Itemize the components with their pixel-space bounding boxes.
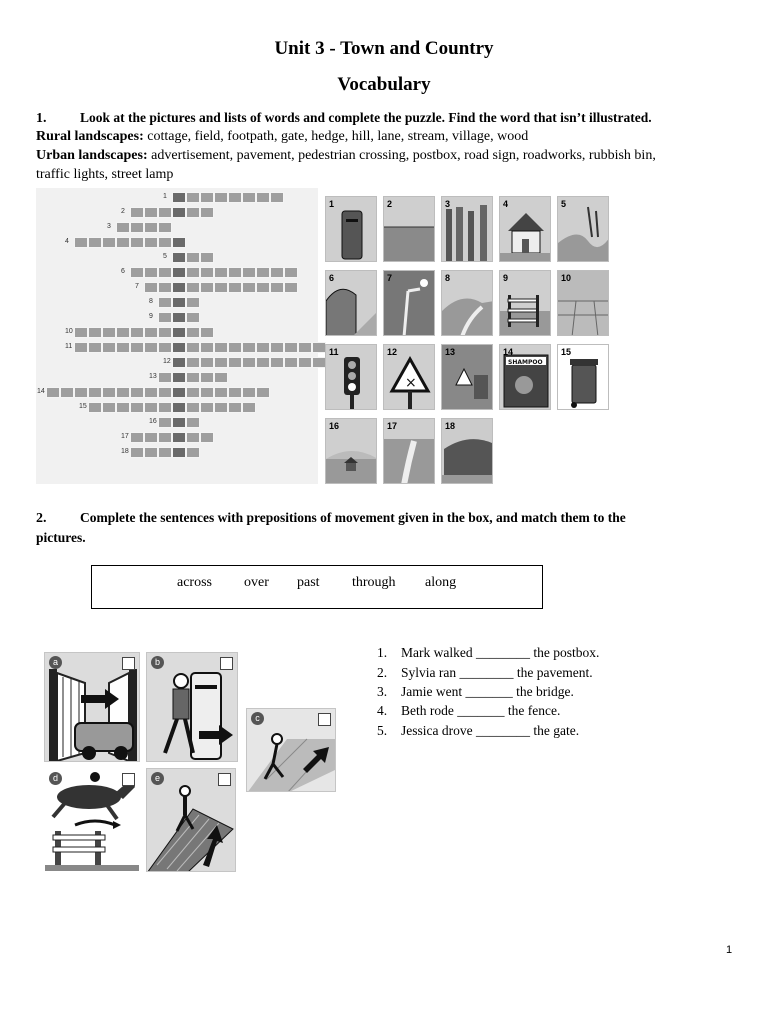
crossword-cell[interactable] <box>158 447 172 458</box>
sentence-number: 3. <box>377 684 388 699</box>
crossword-cell[interactable] <box>130 432 144 443</box>
crossword-cell[interactable] <box>144 387 158 398</box>
crossword-cell[interactable] <box>130 237 144 248</box>
crossword-cell[interactable] <box>186 267 200 278</box>
picture-number: 3 <box>445 199 451 209</box>
picture-letter: d <box>49 772 62 785</box>
crossword-cell[interactable] <box>88 387 102 398</box>
crossword-cell[interactable] <box>242 402 256 413</box>
svg-text:SHAMPOO: SHAMPOO <box>508 359 543 366</box>
crossword-cell[interactable] <box>228 282 242 293</box>
picture-number: 4 <box>503 199 509 209</box>
crossword-clue-number: 11 <box>65 343 73 350</box>
crossword-cell[interactable] <box>228 402 242 413</box>
answer-checkbox[interactable] <box>318 713 331 726</box>
picture-number: 18 <box>445 421 456 431</box>
crossword-cell[interactable] <box>270 267 284 278</box>
crossword-cell[interactable] <box>46 387 60 398</box>
crossword-cell[interactable] <box>214 282 228 293</box>
vocabulary-pictures-grid <box>325 196 611 486</box>
rural-landscapes-line <box>36 129 528 145</box>
sentence-number: 5. <box>377 723 388 738</box>
crossword-key-cell[interactable] <box>172 207 186 218</box>
picture-number: 17 <box>387 421 398 431</box>
crossword-cell[interactable] <box>60 387 74 398</box>
picture-number: 2 <box>387 199 393 209</box>
crossword-key-cell[interactable] <box>172 417 186 428</box>
box-word: past <box>297 575 320 590</box>
illustration-e-going-across-bridge <box>146 768 236 872</box>
vocabulary-picture <box>499 344 551 410</box>
crossword-cell[interactable] <box>242 342 256 353</box>
sentence-item <box>377 684 574 700</box>
crossword-cell[interactable] <box>144 237 158 248</box>
crossword-cell[interactable] <box>130 222 144 233</box>
crossword-cell[interactable] <box>242 357 256 368</box>
crossword-cell[interactable] <box>256 357 270 368</box>
crossword-cell[interactable] <box>200 342 214 353</box>
sentence-item <box>377 703 560 719</box>
crossword-cell[interactable] <box>88 402 102 413</box>
crossword-clue-number: 9 <box>149 313 153 320</box>
crossword-cell[interactable] <box>214 387 228 398</box>
crossword-cell[interactable] <box>214 372 228 383</box>
crossword-cell[interactable] <box>270 282 284 293</box>
crossword-cell[interactable] <box>158 312 172 323</box>
crossword-cell[interactable] <box>130 387 144 398</box>
exercise1-instruction: Look at the pictures and lists of words and complete the puzzle. Find the word that isn’t illustrated. <box>80 110 652 125</box>
vocabulary-picture <box>557 196 609 262</box>
crossword-cell[interactable] <box>228 192 242 203</box>
crossword-cell[interactable] <box>256 342 270 353</box>
vocabulary-picture <box>441 270 493 336</box>
crossword-key-cell[interactable] <box>172 372 186 383</box>
crossword-cell[interactable] <box>200 402 214 413</box>
crossword-cell[interactable] <box>88 237 102 248</box>
crossword-cell[interactable] <box>158 327 172 338</box>
crossword-cell[interactable] <box>186 417 200 428</box>
crossword-cell[interactable] <box>186 297 200 308</box>
crossword-cell[interactable] <box>312 342 326 353</box>
crossword-cell[interactable] <box>312 357 326 368</box>
page-title: Unit 3 - Town and Country <box>274 38 494 59</box>
vocabulary-picture <box>383 344 435 410</box>
box-word: across <box>177 575 212 590</box>
crossword-cell[interactable] <box>158 432 172 443</box>
sentence-item <box>377 665 593 681</box>
vocabulary-picture <box>325 196 377 262</box>
illustration-b-walking-past-postbox <box>146 652 238 762</box>
exercise2-instruction-line2: pictures. <box>36 530 86 545</box>
picture-number: 16 <box>329 421 340 431</box>
crossword-cell[interactable] <box>228 387 242 398</box>
sentence-number: 2. <box>377 665 388 680</box>
crossword-cell[interactable] <box>200 267 214 278</box>
crossword-cell[interactable] <box>186 372 200 383</box>
crossword-cell[interactable] <box>214 267 228 278</box>
crossword-key-cell[interactable] <box>172 432 186 443</box>
crossword-key-cell[interactable] <box>172 312 186 323</box>
crossword-key-cell[interactable] <box>172 282 186 293</box>
crossword-key-cell[interactable] <box>172 327 186 338</box>
picture-letter: c <box>251 712 264 725</box>
vocabulary-picture <box>325 344 377 410</box>
vocabulary-picture <box>383 270 435 336</box>
crossword-cell[interactable] <box>158 282 172 293</box>
picture-letter: b <box>151 656 164 669</box>
crossword-key-cell[interactable] <box>172 192 186 203</box>
crossword-cell[interactable] <box>130 267 144 278</box>
picture-letter: a <box>49 656 62 669</box>
crossword-cell[interactable] <box>284 267 298 278</box>
crossword-cell[interactable] <box>228 357 242 368</box>
answer-checkbox[interactable] <box>218 773 231 786</box>
crossword-cell[interactable] <box>130 342 144 353</box>
crossword-cell[interactable] <box>200 207 214 218</box>
illustration-d-riding-over-fence <box>44 768 140 872</box>
picture-number: 7 <box>387 273 393 283</box>
crossword-cell[interactable] <box>270 342 284 353</box>
exercise2-number: 2. <box>36 511 47 526</box>
crossword-cell[interactable] <box>158 222 172 233</box>
crossword-clue-number: 2 <box>121 208 125 215</box>
crossword-cell[interactable] <box>200 432 214 443</box>
picture-number: 8 <box>445 273 451 283</box>
crossword-cell[interactable] <box>158 342 172 353</box>
crossword-clue-number: 4 <box>65 238 69 245</box>
crossword-cell[interactable] <box>256 387 270 398</box>
box-word: over <box>244 575 269 590</box>
crossword-cell[interactable] <box>116 402 130 413</box>
picture-number: 1 <box>329 199 335 209</box>
crossword-cell[interactable] <box>74 327 88 338</box>
crossword-cell[interactable] <box>186 342 200 353</box>
vocabulary-picture <box>383 196 435 262</box>
urban-words-continued: traffic lights, street lamp <box>36 167 174 182</box>
crossword-cell[interactable] <box>256 192 270 203</box>
exercise2-instruction-line1 <box>36 510 626 527</box>
exercise1-number: 1. <box>36 111 47 126</box>
crossword-key-cell[interactable] <box>172 342 186 353</box>
crossword-cell[interactable] <box>256 282 270 293</box>
sentence-text: Jessica drove ________ the gate. <box>401 723 580 738</box>
crossword-clue-number: 7 <box>135 283 139 290</box>
picture-number: 12 <box>387 347 398 357</box>
picture-number: 10 <box>561 273 572 283</box>
crossword-cell[interactable] <box>88 327 102 338</box>
vocabulary-picture <box>325 270 377 336</box>
crossword-cell[interactable] <box>186 207 200 218</box>
crossword-cell[interactable] <box>242 267 256 278</box>
picture-number: 14 <box>503 347 514 357</box>
crossword-cell[interactable] <box>214 342 228 353</box>
crossword-clue-number: 1 <box>163 193 167 200</box>
crossword-clue-number: 5 <box>163 253 167 260</box>
illustration-a-car-through-gate <box>44 652 140 762</box>
crossword-cell[interactable] <box>88 342 102 353</box>
crossword-cell[interactable] <box>200 357 214 368</box>
crossword-cell[interactable] <box>200 252 214 263</box>
crossword-cell[interactable] <box>284 357 298 368</box>
vocabulary-picture <box>557 270 609 336</box>
crossword-cell[interactable] <box>116 342 130 353</box>
crossword-cell[interactable] <box>200 192 214 203</box>
rural-label: Rural landscapes: <box>36 129 144 144</box>
sentence-text: Beth rode _______ the fence. <box>401 703 561 718</box>
crossword-puzzle <box>36 188 318 484</box>
picture-number: 11 <box>329 347 339 357</box>
crossword-cell[interactable] <box>74 387 88 398</box>
crossword-clue-number: 6 <box>121 268 125 275</box>
crossword-cell[interactable] <box>200 387 214 398</box>
crossword-cell[interactable] <box>102 237 116 248</box>
crossword-cell[interactable] <box>200 372 214 383</box>
crossword-cell[interactable] <box>228 342 242 353</box>
crossword-cell[interactable] <box>214 357 228 368</box>
crossword-cell[interactable] <box>116 237 130 248</box>
crossword-cell[interactable] <box>116 387 130 398</box>
sentence-text: Sylvia ran ________ the pavement. <box>401 665 593 680</box>
crossword-cell[interactable] <box>158 207 172 218</box>
sentence-text: Jamie went _______ the bridge. <box>401 684 574 699</box>
crossword-cell[interactable] <box>186 447 200 458</box>
crossword-cell[interactable] <box>144 447 158 458</box>
crossword-cell[interactable] <box>298 357 312 368</box>
crossword-cell[interactable] <box>158 297 172 308</box>
prepositions-word-box <box>91 565 543 609</box>
crossword-cell[interactable] <box>158 402 172 413</box>
crossword-cell[interactable] <box>130 327 144 338</box>
crossword-cell[interactable] <box>214 192 228 203</box>
crossword-key-cell[interactable] <box>172 402 186 413</box>
crossword-cell[interactable] <box>214 402 228 413</box>
crossword-cell[interactable] <box>242 387 256 398</box>
crossword-cell[interactable] <box>102 387 116 398</box>
crossword-cell[interactable] <box>270 192 284 203</box>
crossword-key-cell[interactable] <box>172 357 186 368</box>
crossword-cell[interactable] <box>130 402 144 413</box>
crossword-cell[interactable] <box>284 342 298 353</box>
crossword-cell[interactable] <box>186 402 200 413</box>
crossword-cell[interactable] <box>102 402 116 413</box>
crossword-cell[interactable] <box>228 267 242 278</box>
crossword-cell[interactable] <box>284 282 298 293</box>
picture-letter: e <box>151 772 164 785</box>
crossword-key-cell[interactable] <box>172 267 186 278</box>
crossword-cell[interactable] <box>242 192 256 203</box>
crossword-cell[interactable] <box>242 282 256 293</box>
vocabulary-picture <box>383 418 435 484</box>
crossword-cell[interactable] <box>158 417 172 428</box>
crossword-clue-number: 13 <box>149 373 157 380</box>
page-number: 1 <box>726 944 733 956</box>
rural-words: cottage, field, footpath, gate, hedge, hill, lane, stream, village, wood <box>143 129 529 144</box>
crossword-cell[interactable] <box>144 327 158 338</box>
picture-number: 13 <box>445 347 456 357</box>
crossword-cell[interactable] <box>186 282 200 293</box>
crossword-cell[interactable] <box>102 327 116 338</box>
crossword-clue-number: 12 <box>163 358 171 365</box>
crossword-cell[interactable] <box>186 387 200 398</box>
urban-landscapes-line <box>36 148 656 164</box>
crossword-cell[interactable] <box>186 312 200 323</box>
crossword-cell[interactable] <box>144 222 158 233</box>
box-word: through <box>352 575 396 590</box>
exercise1-instruction-line <box>36 110 652 127</box>
crossword-clue-number: 16 <box>149 418 157 425</box>
page-subtitle: Vocabulary <box>337 74 431 95</box>
urban-label: Urban landscapes: <box>36 148 148 163</box>
vocabulary-picture <box>325 418 377 484</box>
crossword-cell[interactable] <box>144 432 158 443</box>
crossword-cell[interactable] <box>186 432 200 443</box>
illustration-c-running-along-pavement <box>246 708 336 792</box>
crossword-cell[interactable] <box>298 342 312 353</box>
crossword-clue-number: 10 <box>65 328 73 335</box>
vocabulary-picture <box>441 344 493 410</box>
crossword-cell[interactable] <box>158 267 172 278</box>
crossword-cell[interactable] <box>200 282 214 293</box>
crossword-cell[interactable] <box>74 237 88 248</box>
crossword-key-cell[interactable] <box>172 237 186 248</box>
sentence-number: 1. <box>377 645 388 660</box>
crossword-cell[interactable] <box>74 342 88 353</box>
crossword-key-cell[interactable] <box>172 387 186 398</box>
picture-number: 15 <box>561 347 572 357</box>
crossword-cell[interactable] <box>130 207 144 218</box>
vocabulary-picture <box>499 270 551 336</box>
crossword-cell[interactable] <box>158 372 172 383</box>
crossword-clue-number: 17 <box>121 433 129 440</box>
answer-checkbox[interactable] <box>122 657 135 670</box>
sentence-number: 4. <box>377 703 388 718</box>
crossword-clue-number: 8 <box>149 298 153 305</box>
crossword-cell[interactable] <box>144 282 158 293</box>
box-word: along <box>425 575 457 590</box>
crossword-cell[interactable] <box>144 402 158 413</box>
crossword-key-cell[interactable] <box>172 297 186 308</box>
picture-number: 9 <box>503 273 509 283</box>
vocabulary-picture <box>441 196 493 262</box>
crossword-key-cell[interactable] <box>172 252 186 263</box>
crossword-cell[interactable] <box>186 357 200 368</box>
answer-checkbox[interactable] <box>220 657 233 670</box>
vocabulary-picture <box>557 344 609 410</box>
crossword-clue-number: 15 <box>79 403 87 410</box>
sentence-item <box>377 723 579 739</box>
crossword-cell[interactable] <box>158 387 172 398</box>
crossword-clue-number: 14 <box>37 388 45 395</box>
crossword-clue-number: 3 <box>107 223 111 230</box>
answer-checkbox[interactable] <box>122 773 135 786</box>
exercise2-instruction: Complete the sentences with prepositions of movement given in the box, and match them to the <box>80 510 626 525</box>
crossword-cell[interactable] <box>186 327 200 338</box>
crossword-clue-number: 18 <box>121 448 129 455</box>
vocabulary-picture <box>499 196 551 262</box>
crossword-cell[interactable] <box>116 222 130 233</box>
svg-text:×: × <box>405 375 417 391</box>
crossword-cell[interactable] <box>144 267 158 278</box>
sentence-item <box>377 645 599 661</box>
crossword-cell[interactable] <box>186 252 200 263</box>
crossword-cell[interactable] <box>256 267 270 278</box>
crossword-cell[interactable] <box>116 327 130 338</box>
picture-number: 6 <box>329 273 335 283</box>
crossword-key-cell[interactable] <box>172 447 186 458</box>
sentence-text: Mark walked ________ the postbox. <box>401 645 600 660</box>
picture-number: 5 <box>561 199 567 209</box>
crossword-cell[interactable] <box>102 342 116 353</box>
crossword-cell[interactable] <box>270 357 284 368</box>
urban-words: advertisement, pavement, pedestrian crossing, postbox, road sign, roadworks, rubbish bin, <box>147 148 656 163</box>
crossword-cell[interactable] <box>200 327 214 338</box>
crossword-cell[interactable] <box>144 342 158 353</box>
crossword-cell[interactable] <box>186 192 200 203</box>
crossword-cell[interactable] <box>158 237 172 248</box>
vocabulary-picture <box>441 418 493 484</box>
crossword-cell[interactable] <box>130 447 144 458</box>
crossword-cell[interactable] <box>144 207 158 218</box>
